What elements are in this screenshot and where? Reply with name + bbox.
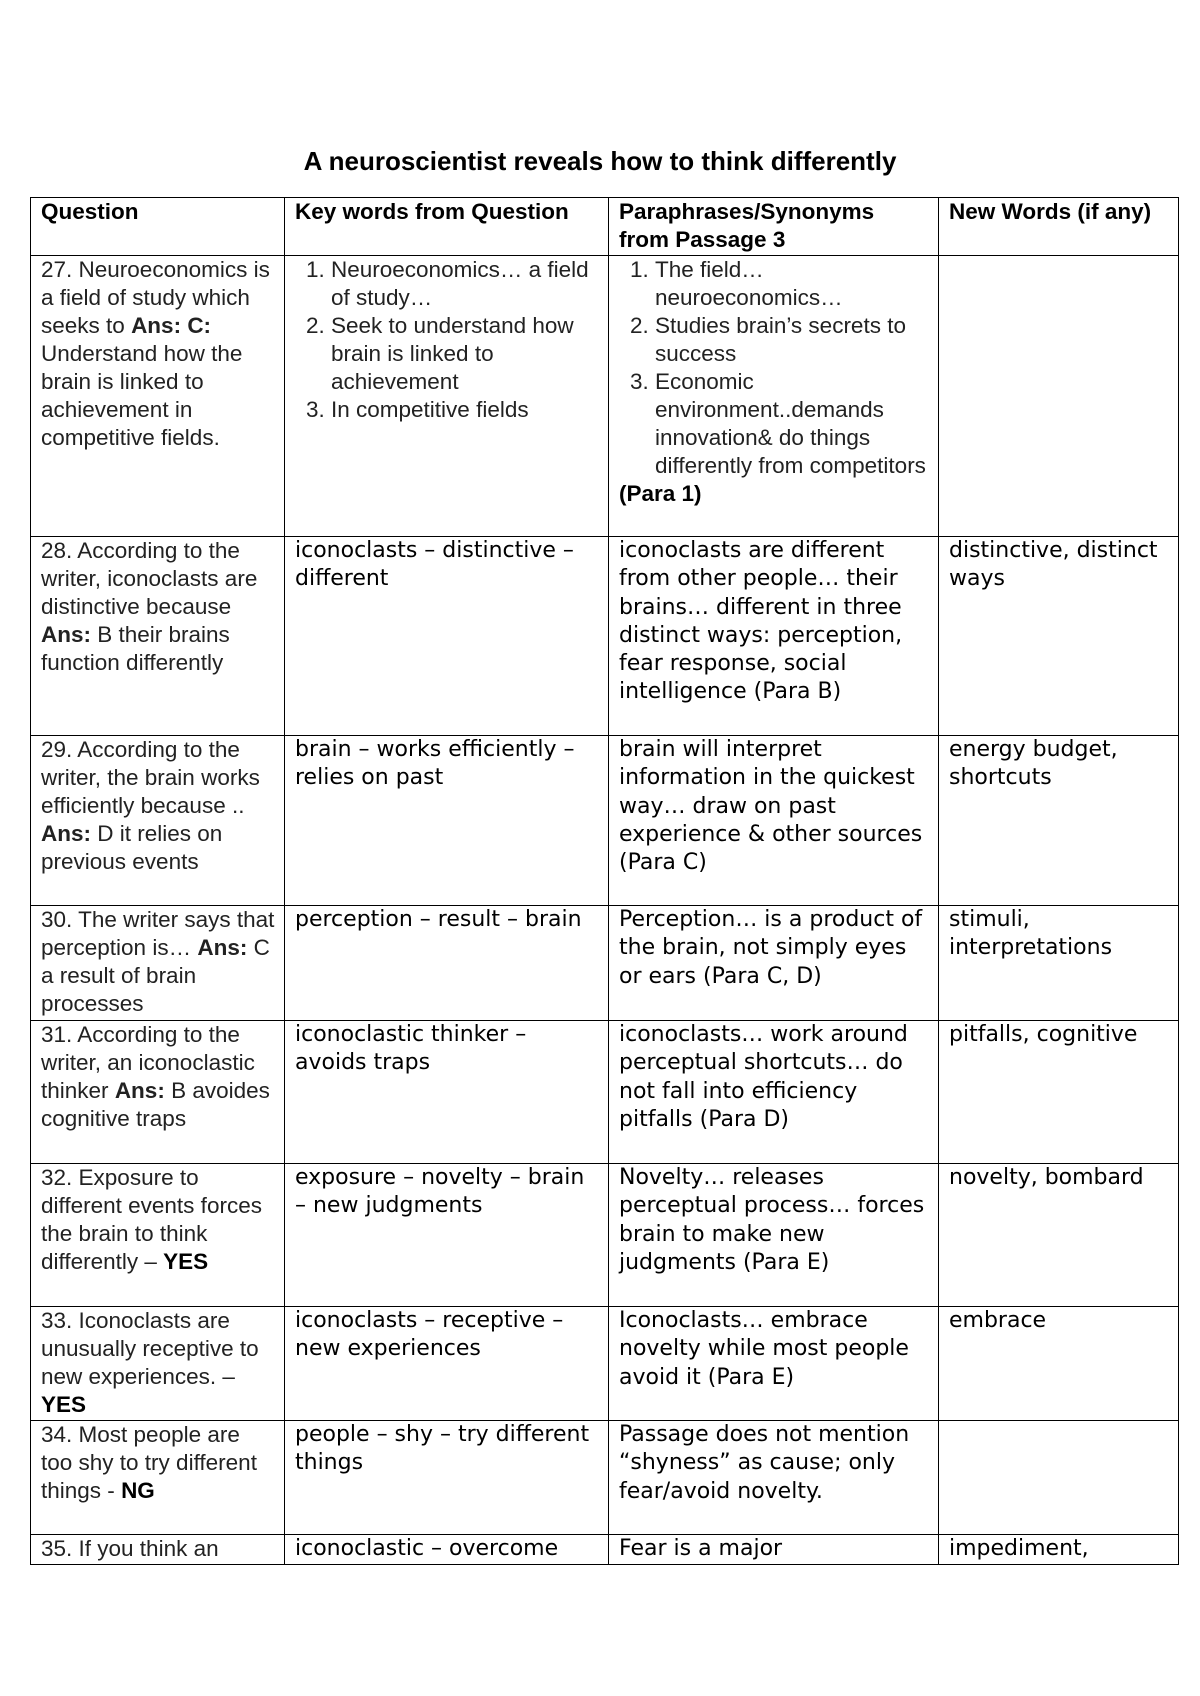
new-words-cell: embrace xyxy=(939,1307,1179,1421)
answer-text: B avoides cognitive traps xyxy=(41,1078,270,1131)
answer-label: Ans: xyxy=(41,622,91,647)
list-item: 1. The field… neuroeconomics… xyxy=(655,256,930,312)
document-title: A neuroscientist reveals how to think differently xyxy=(303,146,897,176)
question-cell xyxy=(31,1535,285,1565)
header-paraphrases xyxy=(609,198,939,256)
paraphrases-cell: Iconoclasts… embrace novelty while most people avoid it (Para E) xyxy=(609,1307,939,1421)
question-text: 32. Exposure to different events forces the brain to think differently – xyxy=(41,1165,262,1274)
table-row xyxy=(31,1021,1179,1164)
new-words-cell: distinctive, distinct ways xyxy=(939,537,1179,736)
new-words-cell xyxy=(939,1421,1179,1535)
table-row xyxy=(31,1535,1179,1565)
table-row xyxy=(31,256,1179,537)
answer-text: D it relies on previous events xyxy=(41,821,223,874)
question-text: 34. Most people are too shy to try different things - xyxy=(41,1422,257,1503)
header-new-words xyxy=(939,198,1179,256)
new-words-cell: pitfalls, cognitive xyxy=(939,1021,1179,1164)
keywords-cell: iconoclasts – receptive – new experiences xyxy=(285,1307,609,1421)
question-cell xyxy=(31,1307,285,1421)
answer-text: Understand how the brain is linked to achievement in competitive fields. xyxy=(41,341,243,450)
question-cell xyxy=(31,1164,285,1307)
para-reference: (Para 1) xyxy=(619,481,702,506)
paraphrases-cell: Fear is a major xyxy=(609,1535,939,1565)
answer-verdict: YES xyxy=(41,1392,87,1417)
table-row xyxy=(31,736,1179,906)
question-cell xyxy=(31,256,285,537)
question-text: 33. Iconoclasts are unusually receptive to new experiences. – xyxy=(41,1308,259,1389)
answer-label: Ans: C: xyxy=(131,313,212,338)
table-row xyxy=(31,906,1179,1021)
new-words-cell: novelty, bombard xyxy=(939,1164,1179,1307)
new-words-cell xyxy=(939,256,1179,537)
header-question xyxy=(31,198,285,256)
question-cell xyxy=(31,906,285,1021)
keywords-cell: people – shy – try different things xyxy=(285,1421,609,1535)
keywords-cell xyxy=(285,256,609,537)
question-text: 29. According to the writer, the brain works efficiently because .. xyxy=(41,737,260,818)
question-text: 30. The writer says that perception is… xyxy=(41,907,275,960)
answer-label: Ans: xyxy=(41,821,91,846)
keywords-cell: perception – result – brain xyxy=(285,906,609,1021)
paraphrases-cell: Novelty… releases perceptual process… forces brain to make new judgments (Para E) xyxy=(609,1164,939,1307)
keywords-cell: brain – works efficiently – relies on past xyxy=(285,736,609,906)
new-words-cell: energy budget, shortcuts xyxy=(939,736,1179,906)
table-row xyxy=(31,537,1179,736)
list-item: 2. Seek to understand how brain is linked to achievement xyxy=(331,312,600,396)
table-header-row xyxy=(31,198,1179,256)
question-text: 35. If you think an xyxy=(41,1536,219,1561)
question-cell xyxy=(31,736,285,906)
list-item: 3. Economic environment..demands innovation& do things differently from competitors xyxy=(655,368,930,480)
answer-text: B their brains function differently xyxy=(41,622,230,675)
question-text: 27. Neuroeconomics is a field of study which seeks to xyxy=(41,257,270,338)
paraphrases-cell xyxy=(609,256,939,537)
table-row xyxy=(31,1307,1179,1421)
table-row xyxy=(31,1164,1179,1307)
question-cell xyxy=(31,1021,285,1164)
paraphrases-cell: brain will interpret information in the quickest way… draw on past experience & other sources (Para C) xyxy=(609,736,939,906)
new-words-cell: impediment, xyxy=(939,1535,1179,1565)
question-text: 28. According to the writer, iconoclasts are distinctive because xyxy=(41,538,258,619)
list-item: 3. In competitive fields xyxy=(331,396,600,424)
answer-label: Ans: xyxy=(114,1078,165,1103)
list-item: 1. Neuroeconomics… a field of study… xyxy=(331,256,600,312)
header-new-words-label: New Words (if any) xyxy=(949,199,1152,224)
question-text: 31. According to the writer, an iconoclastic thinker xyxy=(41,1022,255,1103)
answer-verdict: NG xyxy=(121,1478,155,1503)
question-cell xyxy=(31,537,285,736)
keywords-cell: exposure – novelty – brain – new judgments xyxy=(285,1164,609,1307)
vocabulary-table xyxy=(30,197,1179,1565)
paraphrases-cell: iconoclasts are different from other people… their brains… different in three distinct ways: perception, fear response, social intelligence (Para B) xyxy=(609,537,939,736)
header-keywords xyxy=(285,198,609,256)
question-cell xyxy=(31,1421,285,1535)
header-keywords-label: Key words from Question xyxy=(295,199,569,224)
answer-label: Ans: xyxy=(197,935,248,960)
keywords-cell: iconoclasts – distinctive – different xyxy=(285,537,609,736)
paraphrases-cell: iconoclasts… work around perceptual shortcuts… do not fall into efficiency pitfalls (Para D) xyxy=(609,1021,939,1164)
paraphrases-list xyxy=(619,256,930,480)
paraphrases-cell: Passage does not mention “shyness” as cause; only fear/avoid novelty. xyxy=(609,1421,939,1535)
paraphrases-cell: Perception… is a product of the brain, not simply eyes or ears (Para C, D) xyxy=(609,906,939,1021)
table-row xyxy=(31,1421,1179,1535)
list-item: 2. Studies brain’s secrets to success xyxy=(655,312,930,368)
answer-verdict: YES xyxy=(163,1249,209,1274)
answer-text: C a result of brain processes xyxy=(41,935,270,1016)
keywords-list xyxy=(295,256,600,424)
keywords-cell: iconoclastic – overcome xyxy=(285,1535,609,1565)
header-paraphrases-label: Paraphrases/Synonyms from Passage 3 xyxy=(619,199,875,252)
header-question-label: Question xyxy=(41,199,139,224)
new-words-cell: stimuli, interpretations xyxy=(939,906,1179,1021)
keywords-cell: iconoclastic thinker – avoids traps xyxy=(285,1021,609,1164)
